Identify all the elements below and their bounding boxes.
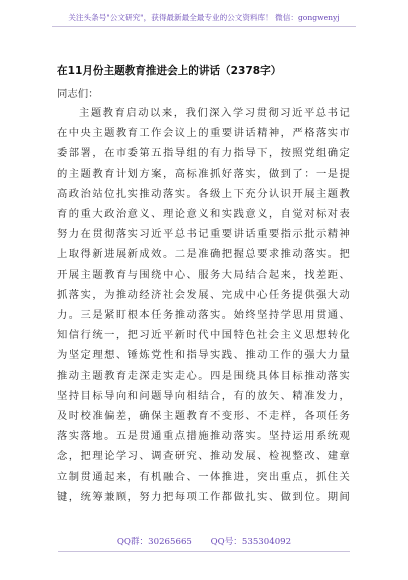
body-line: 为坚定理想、锤炼党性和指导实践、推动工作的强大力量: [57, 349, 350, 362]
body-line: 键，统筹兼顾，努力把每项工作都做扎实、做到位。期间: [57, 490, 350, 503]
body-line: 力。三是紧盯根本任务推动落实。始终坚持学思用贯通、: [57, 309, 350, 322]
header-divider: [52, 26, 356, 27]
body-line: 努力在贯彻落实习近平总书记重要讲话重要指示批示精神: [57, 228, 350, 241]
body-line: 育的重大政治意义、理论意义和实践意义，自觉对标对表: [57, 208, 350, 221]
body-line: 上取得新进展新成效。二是准确把握总要求推动落实。把: [57, 248, 350, 261]
body-line: 高政治站位扎实推动落实。各级上下充分认识开展主题教: [57, 187, 350, 200]
body-line: 及时校准偏差，确保主题教育不变形、不走样，各项任务: [57, 410, 350, 423]
body-line: 落实落地。五是贯通重点措施推动落实。坚持运用系统观: [57, 430, 350, 443]
body-line: 的主题教育计划方案，高标准抓好落实，做到了：一是提: [57, 167, 350, 180]
body-line: 主题教育启动以来，我们深入学习贯彻习近平总书记: [79, 107, 350, 119]
footer-divider: [58, 551, 350, 552]
salutation: 同志们：: [57, 88, 99, 100]
footer-qq-number: QQ号：535304092: [210, 537, 292, 547]
body-line: 推动主题教育走深走实走心。四是围绕具体目标推动落实: [57, 369, 350, 382]
body-line: 在中央主题教育工作会议上的重要讲话精神，严格落实市: [57, 127, 350, 140]
body-line: 委部署，在市委第五指导组的有力指导下，按照党组确定: [57, 147, 350, 160]
body-line: 念，把理论学习、调查研究、推动发展、检视整改、建章: [57, 450, 350, 463]
page-footer: [0, 535, 408, 547]
body-line: 坚持目标导向和问题导向相结合，有的放矢、精准发力，: [57, 389, 350, 402]
footer-qq-group: QQ群：30265665: [116, 537, 192, 547]
body-line: 抓落实，为推动经济社会发展、完成中心任务提供强大动: [57, 288, 350, 301]
body-line: 知信行统一，把习近平新时代中国特色社会主义思想转化: [57, 329, 350, 342]
document-title: 在11月份主题教育推进会上的讲话（2378字）: [57, 65, 282, 77]
body-line: 开展主题教育与围绕中心、服务大局结合起来，找差距、: [57, 268, 350, 281]
document-body: [57, 103, 350, 507]
body-line: 立制贯通起来，有机融合、一体推进，突出重点，抓住关: [57, 470, 350, 483]
page-header-banner: 关注头条号"公文研究"，获得最新最全最专业的公文资料库！ 微信：gongwenyj: [68, 13, 340, 22]
